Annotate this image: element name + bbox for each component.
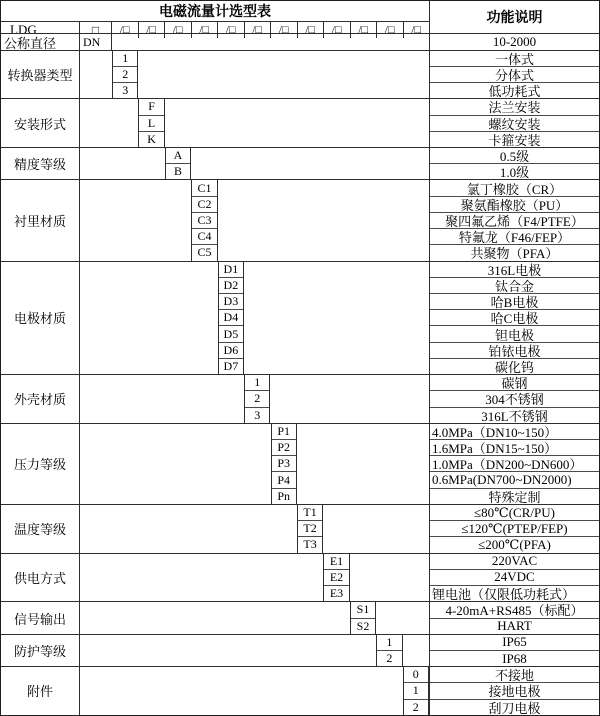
merged-empty-cell: [80, 375, 244, 423]
description-column-header: 功能说明: [429, 1, 599, 33]
model-code-slot: /□: [271, 22, 298, 38]
code-column: [191, 180, 217, 260]
code-cell: P1: [272, 424, 296, 440]
desc-column: [429, 554, 599, 602]
merged-empty-cell: [80, 667, 403, 715]
desc-cell: 24VDC: [430, 570, 599, 586]
merged-empty-cell: [323, 505, 429, 553]
desc-cell: 刮刀电极: [488, 700, 541, 715]
merged-empty-cell: [80, 424, 271, 504]
desc-column: [429, 180, 599, 260]
code-column: [297, 505, 323, 553]
code-cell: C5: [197, 245, 212, 260]
code-cell: D2: [219, 278, 243, 294]
category-label: 防护等级: [1, 635, 80, 666]
code-cell: C1: [192, 180, 216, 196]
table-title: 电磁流量计选型表: [1, 1, 429, 22]
group-protection-rating: [1, 634, 599, 666]
merged-empty-cell: [80, 554, 323, 602]
desc-cell: 4-20mA+RS485（标配）: [430, 602, 599, 618]
code-column: [165, 148, 191, 179]
code-cell: D5: [219, 326, 243, 342]
model-code-slot: /□: [351, 22, 378, 38]
merged-empty-cell: [80, 148, 165, 179]
code-cell: T1: [298, 505, 322, 521]
category-label: 精度等级: [1, 148, 80, 179]
code-column: [218, 262, 244, 375]
merged-empty-cell: [350, 554, 429, 602]
desc-cell: 220VAC: [430, 554, 599, 570]
code-cell: K: [147, 131, 156, 146]
header-left: [1, 1, 429, 37]
desc-cell: 钽电极: [430, 326, 599, 342]
desc-cell: 1.0级: [499, 165, 530, 180]
desc-cell: 哈B电极: [430, 294, 599, 310]
code-cell: 0: [404, 667, 428, 683]
desc-cell: IP68: [502, 650, 527, 666]
desc-cell: ≤120℃(PTEP/FEP): [430, 521, 599, 537]
desc-cell: HART: [497, 618, 532, 634]
merged-empty-cell: [80, 505, 297, 553]
code-cell: P2: [272, 440, 296, 456]
desc-column: [429, 667, 599, 715]
desc-cell: 碳钢: [430, 375, 599, 391]
desc-cell: 分体式: [430, 67, 599, 83]
model-name: LDG: [1, 22, 80, 38]
code-cell: E2: [324, 570, 348, 586]
desc-cell: 碳化钨: [494, 359, 534, 375]
desc-column: [429, 375, 599, 423]
code-cell: L: [139, 116, 163, 132]
desc-column: [429, 505, 599, 553]
category-label: 衬里材质: [1, 180, 80, 260]
group-housing-material: [1, 374, 599, 423]
desc-cell: 0.6MPa(DN700~DN2000): [430, 472, 599, 488]
category-label: 供电方式: [1, 554, 80, 602]
merged-empty-cell: [80, 180, 191, 260]
group-signal-output: [1, 601, 599, 633]
code-cell: P3: [272, 456, 296, 472]
merged-empty-cell: [270, 375, 429, 423]
desc-column: [429, 99, 599, 147]
group-converter-type: [1, 50, 599, 99]
desc-column: [429, 602, 599, 633]
category-label: 压力等级: [1, 424, 80, 504]
desc-cell: 0.5级: [430, 148, 599, 164]
model-code-slot: /□: [112, 22, 139, 38]
code-cell: S2: [356, 618, 370, 633]
code-cell: T3: [303, 537, 317, 552]
merged-empty-cell: [80, 99, 138, 147]
model-code-slot: /□: [218, 22, 245, 38]
code-cell: 3: [122, 83, 129, 98]
code-cell: D6: [219, 343, 243, 359]
desc-cell: IP65: [430, 635, 599, 651]
model-code-slot: /□: [165, 22, 192, 38]
code-column: [323, 554, 349, 602]
desc-cell: 聚氨酯橡胶（PU）: [430, 197, 599, 213]
group-installation-type: [1, 98, 599, 147]
code-cell: 2: [386, 651, 393, 666]
desc-cell: 共聚物（PFA）: [470, 246, 559, 261]
model-code-slot: /□: [139, 22, 166, 38]
code-cell: C2: [192, 197, 216, 213]
desc-column: [429, 148, 599, 179]
category-label: 安装形式: [1, 99, 80, 147]
code-cell: B: [173, 164, 182, 179]
code-cell: 1: [245, 375, 269, 391]
model-code-slot: /□: [192, 22, 219, 38]
dn-row: [1, 33, 599, 49]
code-cell: E1: [324, 554, 348, 570]
desc-cell: 一体式: [430, 51, 599, 67]
model-first-code-box: □: [80, 22, 112, 38]
desc-cell: 特殊定制: [488, 489, 541, 504]
desc-column: [429, 262, 599, 375]
category-label: 公称直径: [1, 34, 80, 49]
merged-empty-cell: [376, 602, 429, 633]
desc-cell: 低功耗式: [488, 84, 541, 99]
group-power-supply: [1, 553, 599, 602]
desc-cell: 氯丁橡胶（CR）: [430, 180, 599, 196]
code-cell: 2: [113, 67, 137, 83]
category-label: 外壳材质: [1, 375, 80, 423]
group-pressure-rating: [1, 423, 599, 504]
desc-cell: 特氟龙（F46/FEP）: [430, 229, 599, 245]
desc-cell: 卡箍安装: [488, 132, 541, 147]
desc-cell: 螺纹安装: [430, 116, 599, 132]
code-cell: A: [166, 148, 190, 164]
code-column: [403, 667, 429, 715]
desc-cell: 316L不锈钢: [481, 408, 548, 423]
merged-empty-cell: [165, 99, 429, 147]
desc-column: [429, 51, 599, 99]
group-accessories: [1, 666, 599, 715]
merged-empty-cell: [80, 262, 218, 375]
desc-cell: 4.0MPa（DN10~150）: [430, 424, 599, 440]
merged-empty-cell: [244, 262, 429, 375]
merged-empty-cell: [80, 602, 350, 633]
merged-empty-cell: [218, 180, 429, 260]
code-column: [112, 51, 138, 99]
desc-cell: 接地电极: [430, 683, 599, 699]
header-block: [1, 1, 599, 37]
merged-empty-cell: [112, 34, 429, 49]
code-column: [138, 99, 164, 147]
dn-code-cell: DN: [80, 34, 112, 49]
merged-empty-cell: [297, 424, 429, 504]
desc-column: [429, 635, 599, 666]
code-column: [376, 635, 402, 666]
code-cell: F: [139, 99, 163, 115]
desc-cell: 铂铱电极: [430, 343, 599, 359]
model-code-slot: /□: [377, 22, 404, 38]
group-lining-material: [1, 179, 599, 260]
code-cell: D7: [223, 358, 239, 373]
desc-cell: 10-2000: [492, 34, 537, 50]
merged-empty-cell: [138, 51, 429, 99]
model-code-slot: /□: [411, 24, 422, 36]
category-label: 信号输出: [1, 602, 80, 633]
code-cell: P4: [272, 472, 296, 488]
desc-cell: 1.0MPa（DN200~DN600）: [430, 456, 599, 472]
merged-empty-cell: [80, 635, 376, 666]
code-cell: D4: [219, 310, 243, 326]
code-cell: 1: [113, 51, 137, 67]
merged-empty-cell: [80, 51, 112, 99]
category-label: 温度等级: [1, 505, 80, 553]
code-cell: E3: [329, 586, 344, 601]
code-column: [350, 602, 376, 633]
code-cell: 2: [245, 391, 269, 407]
desc-cell: ≤200℃(PFA): [478, 537, 551, 552]
merged-empty-cell: [191, 148, 429, 179]
desc-cell: 304不锈钢: [430, 391, 599, 407]
code-cell: 1: [404, 683, 428, 699]
desc-cell: ≤80℃(CR/PU): [430, 505, 599, 521]
code-cell: 2: [412, 699, 419, 714]
code-cell: C3: [192, 213, 216, 229]
code-cell: D1: [219, 262, 243, 278]
desc-cell: 316L电极: [430, 262, 599, 278]
desc-cell: 聚四氟乙烯（F4/PTFE）: [430, 213, 599, 229]
group-temperature-rating: [1, 504, 599, 553]
desc-cell: 锂电池（仅限低功耗式）: [432, 587, 576, 602]
code-column: [244, 375, 270, 423]
code-cell: Pn: [277, 488, 291, 503]
category-label: 转换器类型: [1, 51, 80, 99]
desc-cell: 不接地: [430, 667, 599, 683]
code-cell: C4: [192, 229, 216, 245]
desc-column: [429, 424, 599, 504]
code-cell: D3: [219, 294, 243, 310]
model-code-slot: /□: [245, 22, 272, 38]
desc-cell: 哈C电极: [430, 310, 599, 326]
model-code-slot: /□: [298, 22, 325, 38]
group-accuracy-class: [1, 147, 599, 179]
model-code-slot: /□: [324, 22, 351, 38]
code-column: [271, 424, 297, 504]
desc-cell: 1.6MPa（DN15~150）: [430, 440, 599, 456]
code-cell: S1: [351, 602, 375, 618]
merged-empty-cell: [403, 635, 429, 666]
code-cell: 3: [254, 407, 261, 422]
desc-cell: 法兰安装: [430, 99, 599, 115]
desc-cell: 钛合金: [430, 278, 599, 294]
code-cell: T2: [298, 521, 322, 537]
code-cell: 1: [377, 635, 401, 651]
group-electrode-material: [1, 261, 599, 375]
category-label: 电极材质: [1, 262, 80, 375]
category-label: 附件: [1, 667, 80, 715]
